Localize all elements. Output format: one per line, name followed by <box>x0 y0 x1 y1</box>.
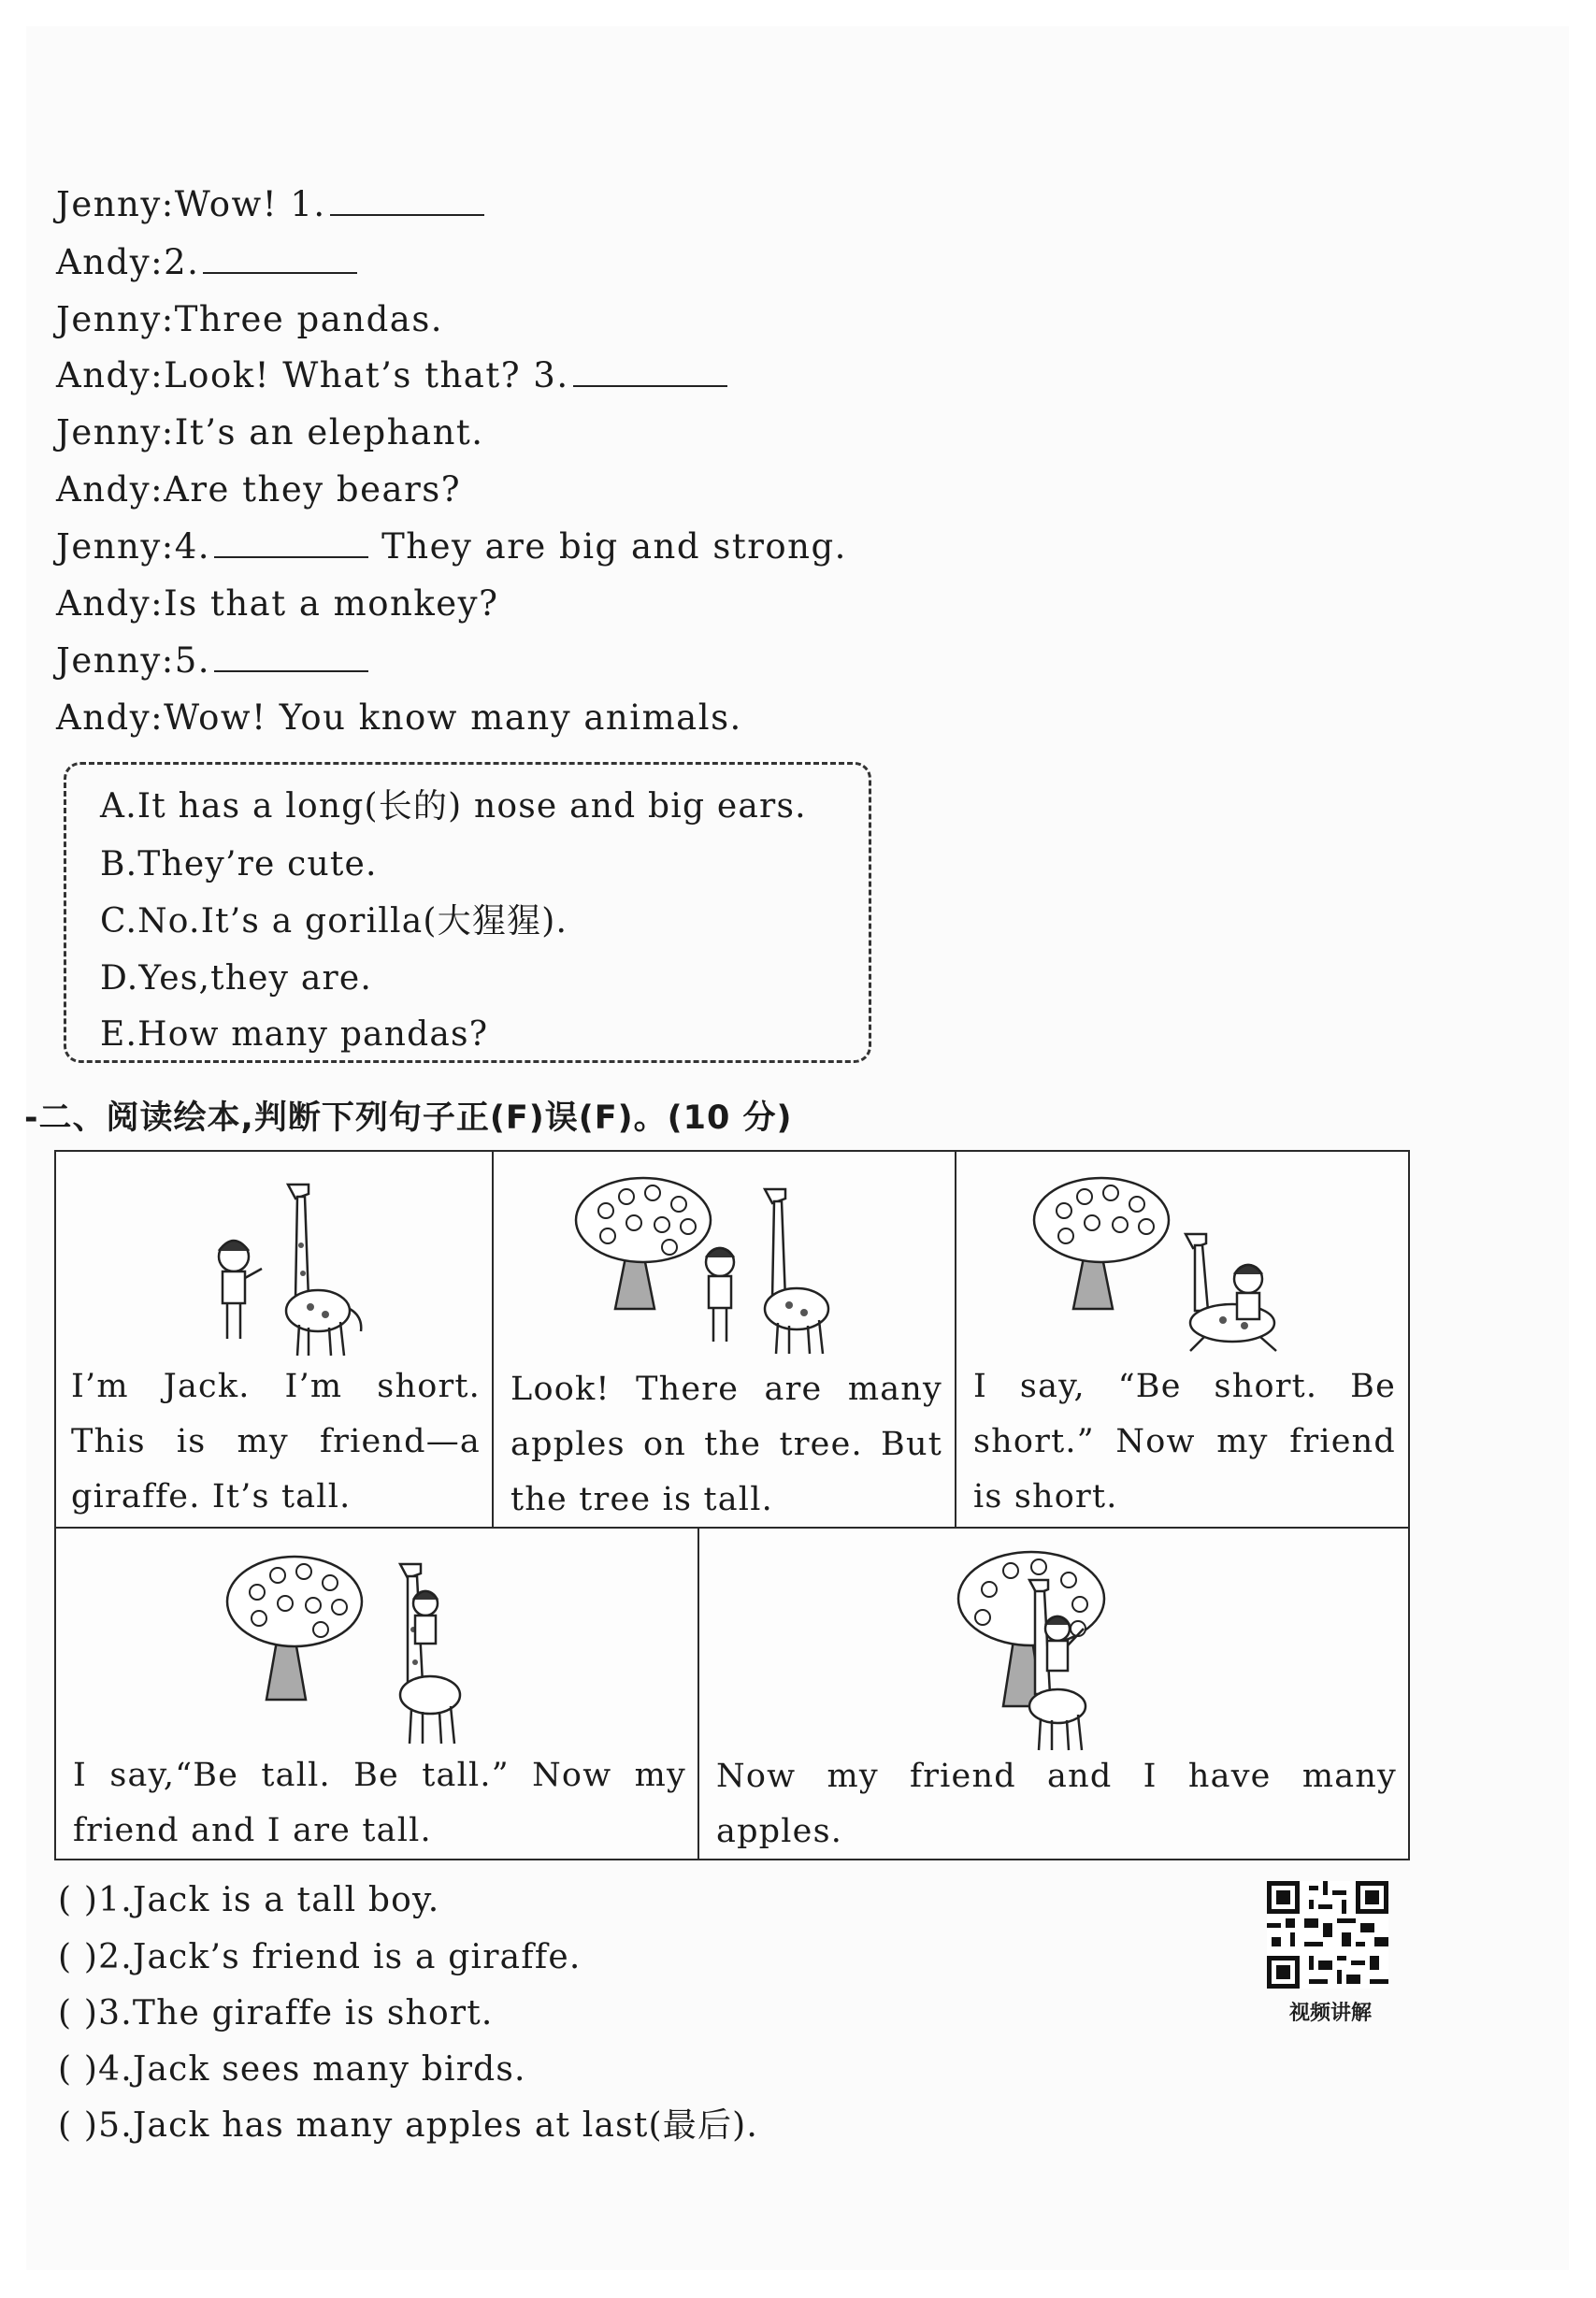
panel-2-text: Look! There are many apples on the tree. But the tree is tall. <box>510 1371 942 1518</box>
apple-tree <box>576 1178 711 1309</box>
panel-5-text: Now my friend and I have many apples. <box>716 1758 1397 1850</box>
boy-picking-apples-on-giraffe-illustration <box>938 1543 1181 1758</box>
dialogue-line-3: Jenny:Three pandas. <box>56 299 444 339</box>
apple-tree-boy-giraffe-illustration <box>568 1169 877 1365</box>
question-1[interactable]: ( )1.Jack is a tall boy. <box>58 1881 440 1919</box>
question-3[interactable]: ( )3.The giraffe is short. <box>58 1994 494 2032</box>
dialogue-line-6: Andy:Are they bears? <box>56 469 462 510</box>
panel-1-text: I’m Jack. I’m short. This is my friend—a giraffe. It’s tall. <box>71 1368 481 1515</box>
dialogue-line-9: Jenny:5. <box>56 639 368 683</box>
apple-tree <box>1034 1178 1169 1309</box>
panel-3-text: I say, “Be short. Be short.” Now my friend is short. <box>973 1368 1396 1515</box>
answer-blank-1[interactable] <box>330 186 484 216</box>
boy-figure <box>706 1248 734 1342</box>
panel-2 <box>492 1150 956 1529</box>
question-5[interactable]: ( )5.Jack has many apples at last(最后). <box>58 2106 759 2145</box>
panel-1 <box>54 1150 494 1529</box>
dialogue-line-2: Andy:2. <box>56 240 357 285</box>
option-e: E.How many pandas? <box>100 1015 489 1054</box>
qr-code-icon[interactable] <box>1267 1881 1388 1989</box>
panel-3 <box>955 1150 1410 1529</box>
dialogue-line-8: Andy:Is that a monkey? <box>56 583 499 624</box>
dialogue-line-4: Andy:Look! What’s that? 3. <box>56 353 727 398</box>
dialogue-line-5: Jenny:It’s an elephant. <box>56 412 484 452</box>
giraffe-figure <box>286 1185 361 1356</box>
picture-book <box>54 1150 1410 1860</box>
panel-5 <box>697 1527 1410 1860</box>
boy-figure <box>1234 1265 1262 1319</box>
answer-blank-5[interactable] <box>214 642 368 672</box>
tree-boy-sitting-giraffe-illustration <box>1031 1169 1330 1365</box>
dialogue-line-10: Andy:Wow! You know many animals. <box>56 697 742 738</box>
section-title: -二、阅读绘本,判断下列句子正(F)误(F)。(10 分) <box>24 1099 793 1137</box>
boy-figure <box>219 1241 262 1339</box>
giraffe-figure <box>765 1189 828 1354</box>
boy-and-giraffe-illustration <box>168 1171 393 1367</box>
options-box <box>64 762 871 1063</box>
option-b: B.They’re cute. <box>100 845 378 883</box>
question-2[interactable]: ( )2.Jack’s friend is a giraffe. <box>58 1938 582 1976</box>
giraffe-figure <box>1186 1234 1276 1351</box>
answer-blank-4[interactable] <box>214 528 368 558</box>
panel-4-text: I say,“Be tall. Be tall.” Now my friend and I are tall. <box>73 1757 686 1849</box>
option-c: C.No.It’s a gorilla(大猩猩). <box>100 902 568 941</box>
boy-figure <box>413 1591 438 1644</box>
apple-tree <box>227 1557 362 1700</box>
answer-blank-2[interactable] <box>203 244 357 274</box>
option-a: A.It has a long(长的) nose and big ears. <box>100 787 807 826</box>
option-d: D.Yes,they are. <box>100 959 373 998</box>
answer-blank-3[interactable] <box>573 357 727 387</box>
tree-boy-riding-giraffe-illustration <box>224 1545 524 1751</box>
dialogue-line-7: Jenny:4. They are big and strong. <box>56 526 847 567</box>
qr-caption: 视频讲解 <box>1288 2002 1372 2025</box>
question-4[interactable]: ( )4.Jack sees many birds. <box>58 2050 526 2089</box>
dialogue-line-1: Jenny:Wow! 1. <box>56 182 484 227</box>
panel-4 <box>54 1527 699 1860</box>
